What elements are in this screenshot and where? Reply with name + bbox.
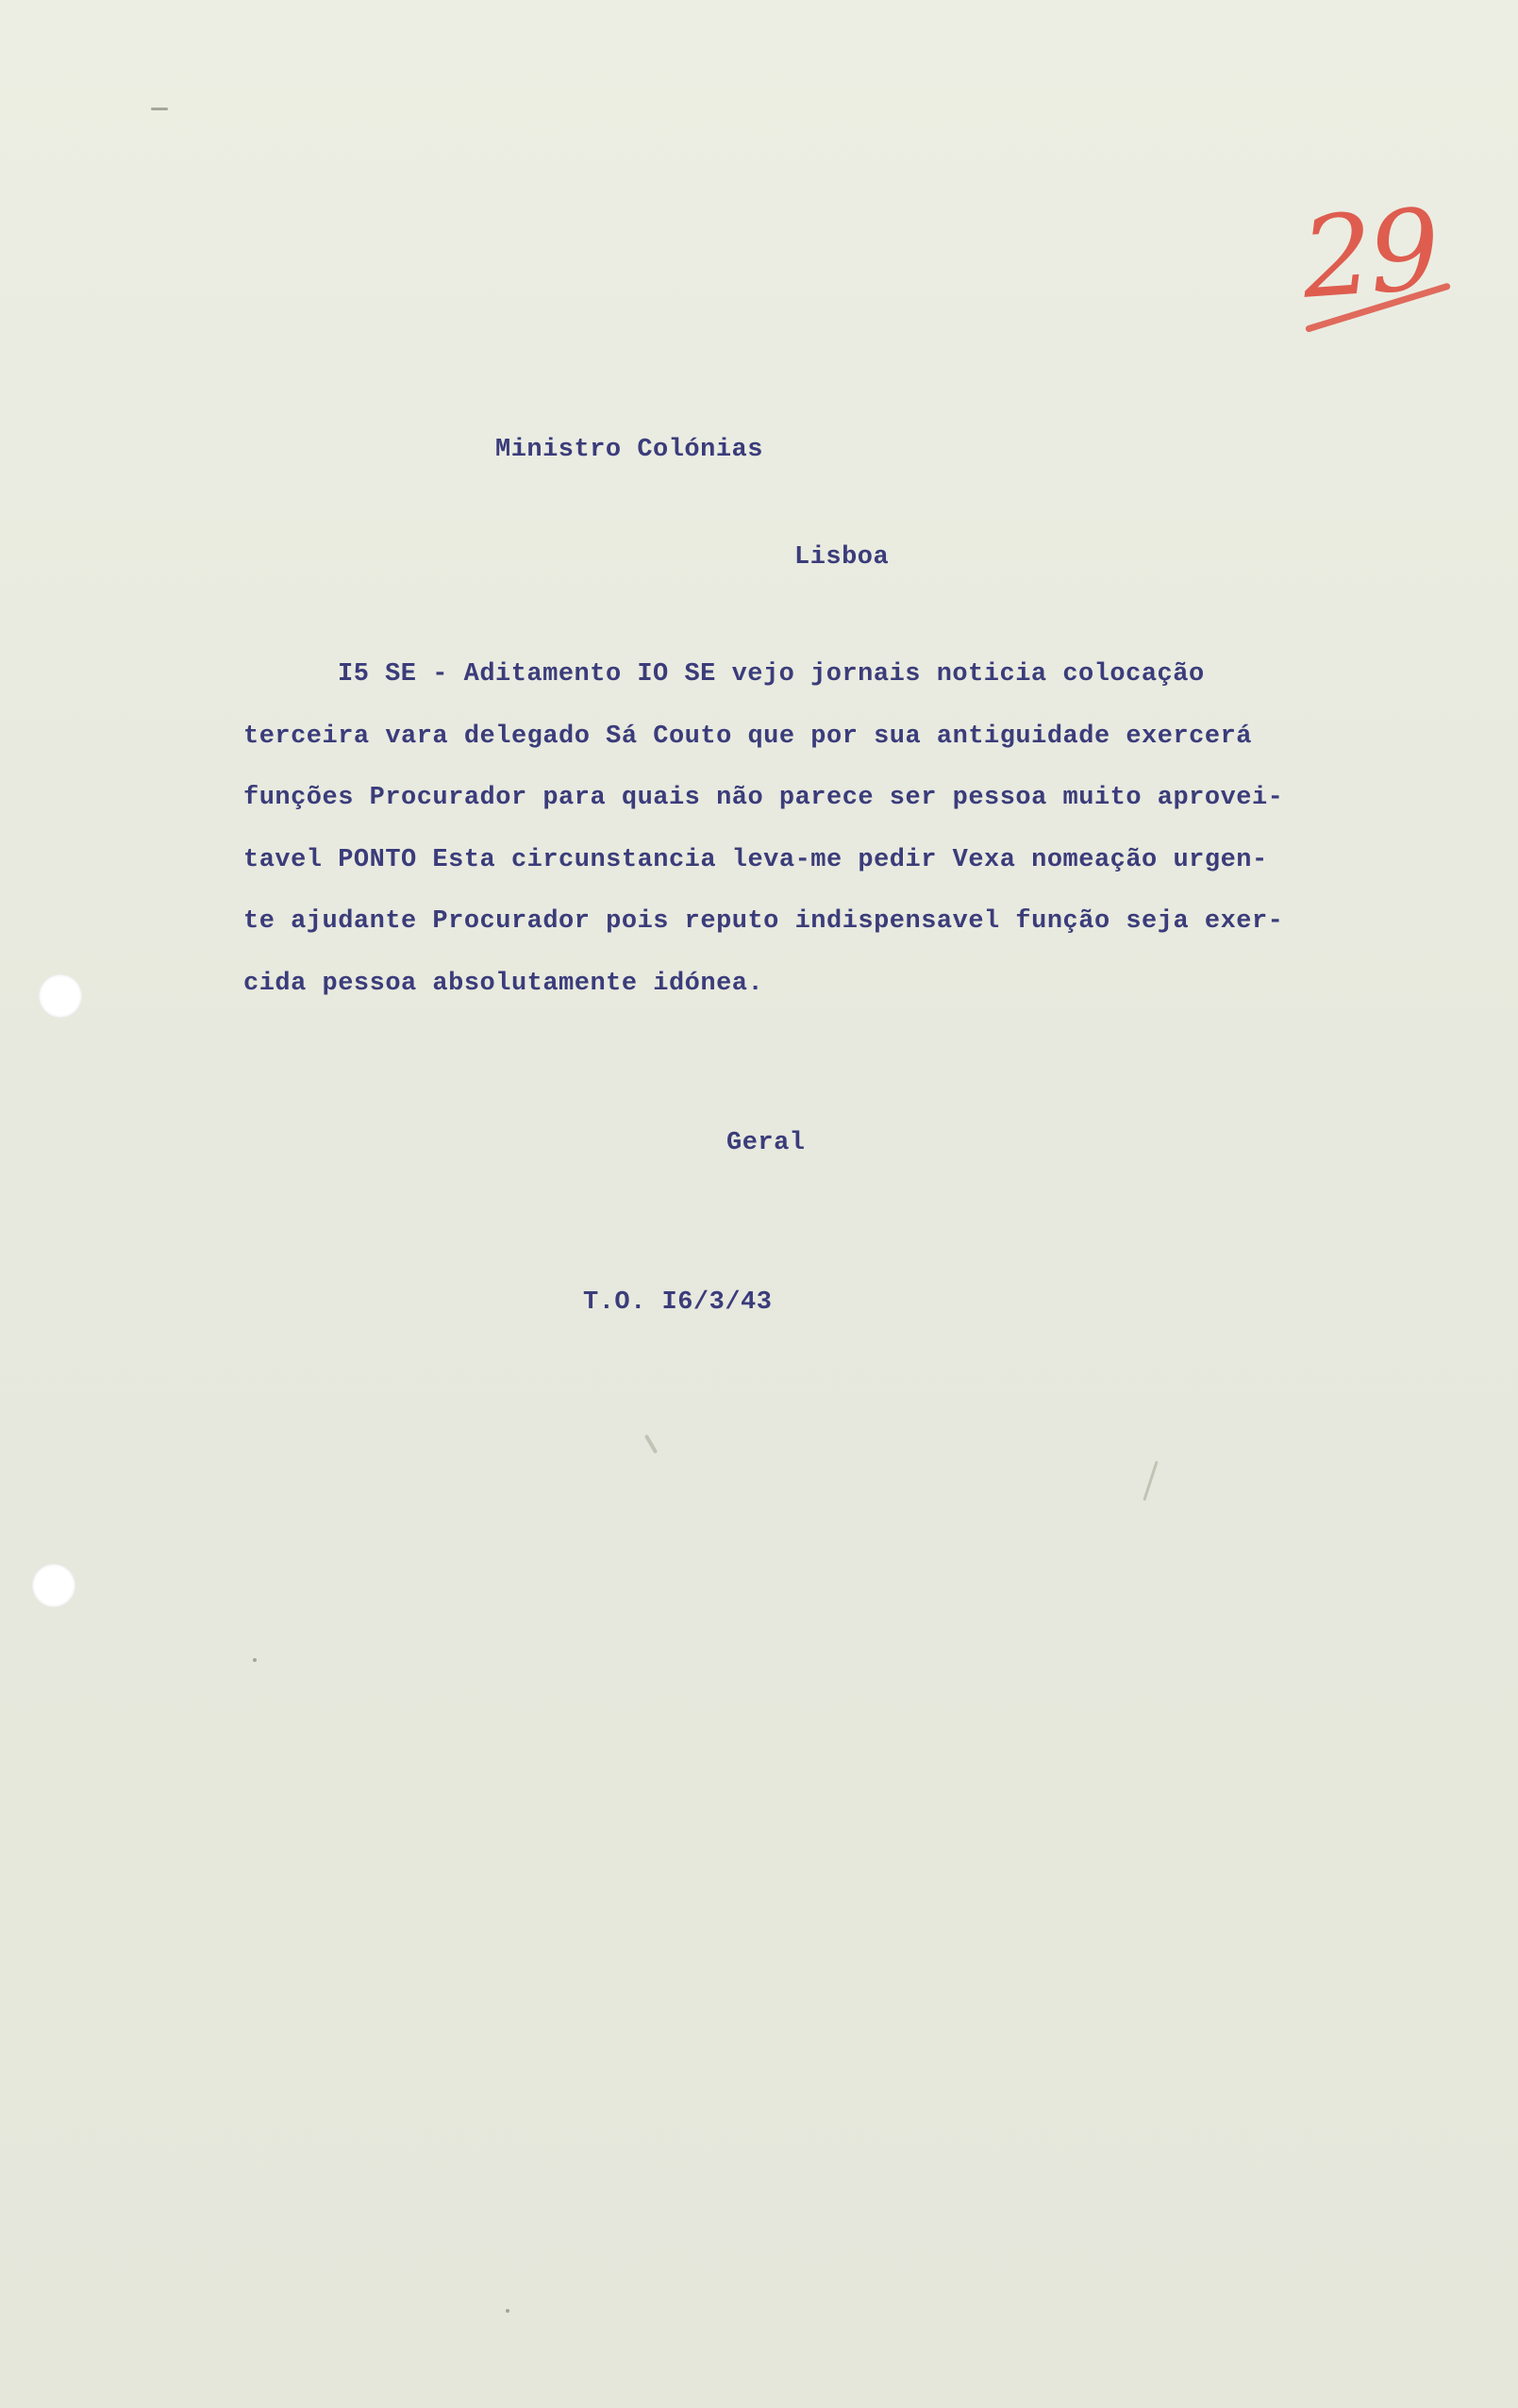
folio-number: 29 (1297, 184, 1441, 324)
body-line-1: I5 SE - Aditamento IO SE vejo jornais noticia colocação (338, 660, 1205, 689)
city: Lisboa (794, 543, 890, 572)
signature: Geral (726, 1129, 806, 1157)
body-line-3: funções Procurador para quais não parece ser pessoa muito aprovei- (243, 784, 1284, 812)
reference-date: T.O. I6/3/43 (583, 1288, 773, 1317)
body-line-5: te ajudante Procurador pois reputo indispensavel função seja exer- (243, 907, 1284, 936)
punch-hole (32, 1564, 75, 1607)
body-line-4: tavel PONTO Esta circunstancia leva-me pedir Vexa nomeação urgen- (243, 846, 1268, 874)
paper-mark (644, 1434, 658, 1453)
paper-mark (151, 108, 168, 110)
paper-mark (506, 2309, 509, 2313)
addressee: Ministro Colónias (495, 436, 763, 464)
paper-mark (1143, 1461, 1158, 1502)
body-line-6: cida pessoa absolutamente idónea. (243, 970, 764, 998)
body-line-2: terceira vara delegado Sá Couto que por sua antiguidade exercerá (243, 722, 1252, 751)
punch-hole (39, 974, 82, 1018)
paper-mark (253, 1658, 257, 1662)
